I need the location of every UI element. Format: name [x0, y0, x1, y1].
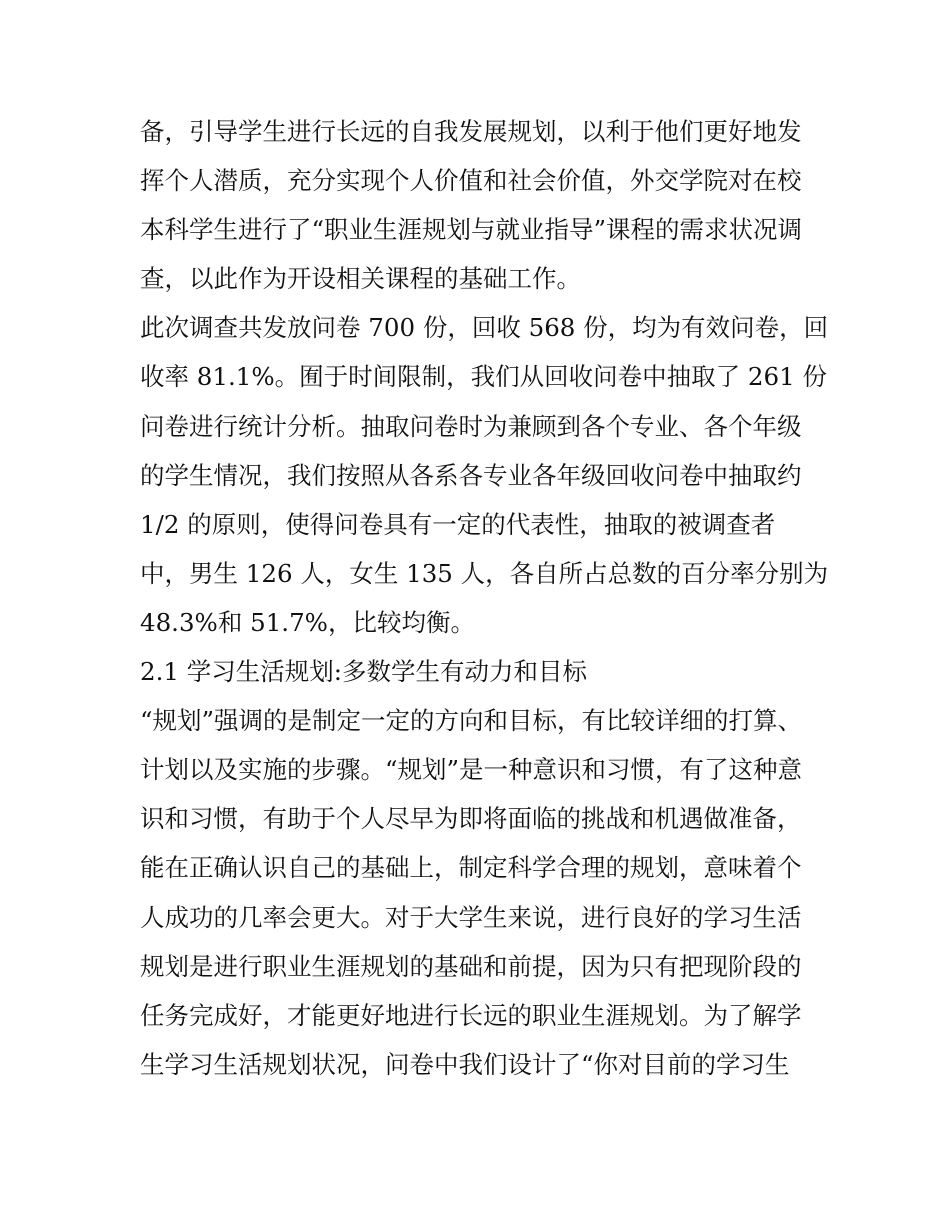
text-line: 挥个人潜质，充分实现个人价值和社会价值，外交学院对在校	[140, 166, 802, 196]
text-line: 1/2 的原则，使得问卷具有一定的代表性，抽取的被调查者	[140, 509, 776, 539]
text-line: 本科学生进行了“职业生涯规划与就业指导”课程的需求状况调	[140, 215, 803, 245]
text-line: 此次调查共发放问卷 700 份，回收 568 份，均为有效问卷，回	[140, 313, 829, 343]
text-line: 备，引导学生进行长远的自我发展规划，以利于他们更好地发	[140, 117, 802, 146]
text-line: “规划”强调的是制定一定的方向和目标，有比较详细的打算、	[140, 706, 803, 736]
body-text	[140, 107, 829, 1089]
text-line: 查，以此作为开设相关课程的基础工作。	[140, 264, 581, 294]
text-line: 规划是进行职业生涯规划的基础和前提，因为只有把现阶段的	[140, 951, 802, 981]
text-line: 问卷进行统计分析。抽取问卷时为兼顾到各个专业、各个年级	[140, 411, 802, 441]
text-line: 的学生情况，我们按照从各系各专业各年级回收问卷中抽取约	[140, 460, 802, 490]
text-line: 能在正确认识自己的基础上，制定科学合理的规划，意味着个	[140, 853, 802, 883]
text-line: 中，男生 126 人，女生 135 人，各自所占总数的百分率分别为	[140, 558, 829, 588]
section-heading: 2.1 学习生活规划:多数学生有动力和目标	[140, 657, 588, 687]
text-line: 人成功的几率会更大。对于大学生来说，进行良好的学习生活	[140, 902, 802, 932]
text-line: 任务完成好，才能更好地进行长远的职业生涯规划。为了解学	[140, 1000, 802, 1030]
text-line: 收率 81.1%。囿于时间限制，我们从回收问卷中抽取了 261 份	[140, 362, 827, 392]
text-line: 48.3%和 51.7%，比较均衡。	[140, 607, 475, 637]
text-line: 计划以及实施的步骤。“规划”是一种意识和习惯，有了这种意	[140, 755, 803, 785]
text-line: 生学习生活规划状况，问卷中我们设计了“你对目前的学习生	[140, 1049, 790, 1079]
text-line: 识和习惯，有助于个人尽早为即将面临的挑战和机遇做准备，	[140, 804, 802, 834]
